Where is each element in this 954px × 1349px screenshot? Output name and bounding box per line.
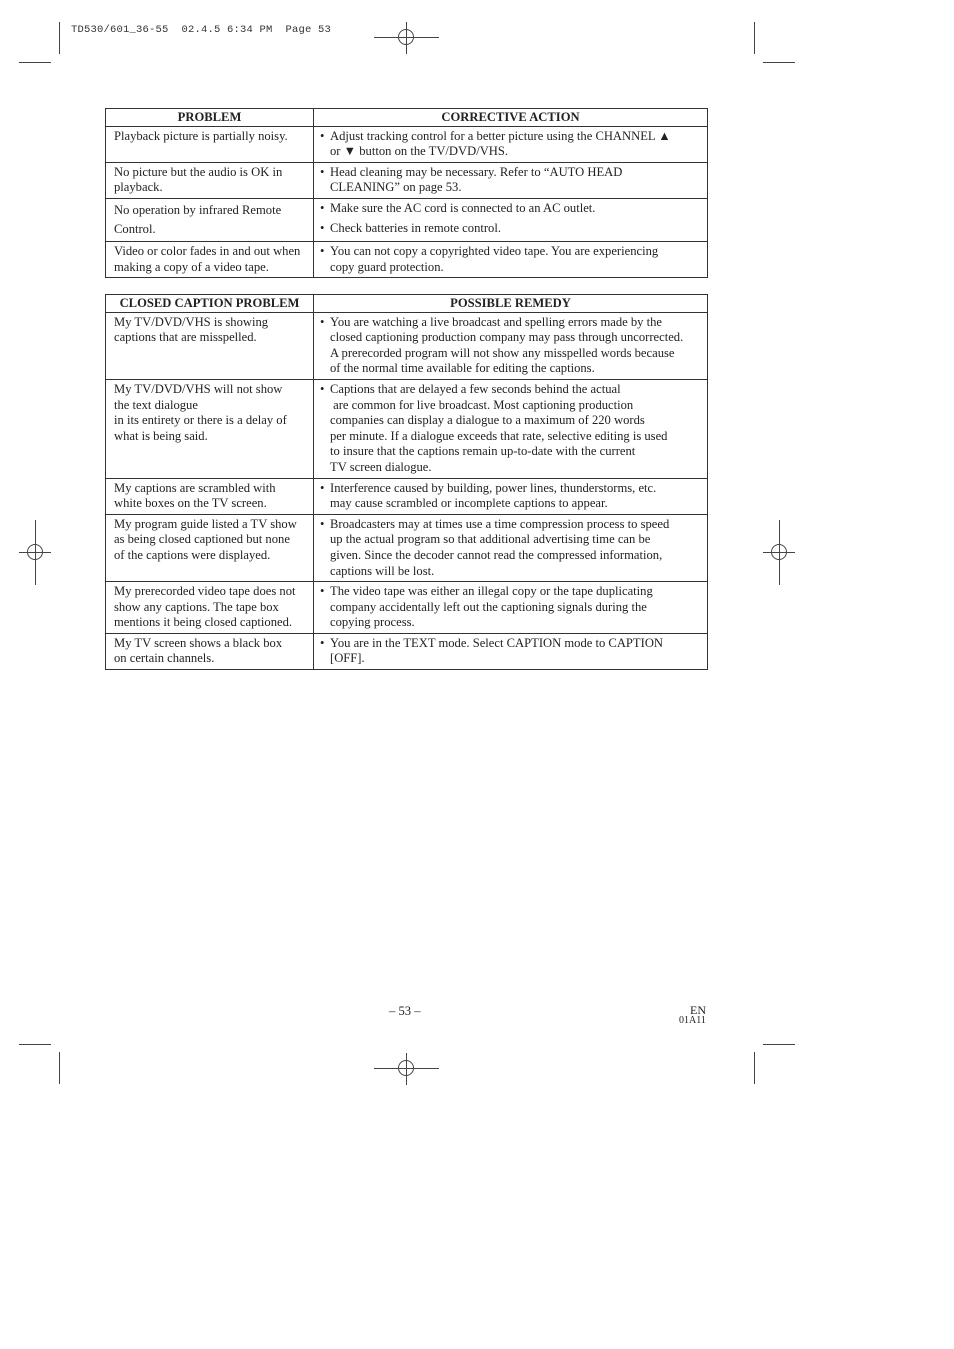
- bullet: •: [320, 220, 325, 235]
- action-line: Head cleaning may be necessary. Refer to “AUTO HEAD: [330, 164, 623, 179]
- column-header-possible-remedy: POSSIBLE REMEDY: [314, 295, 708, 313]
- remedy-line: Broadcasters may at times use a time compression process to speed: [330, 516, 670, 531]
- table-row: [106, 198, 708, 241]
- remedy-line: given. Since the decoder cannot read the compressed information,: [330, 547, 663, 562]
- action-line: Adjust tracking control for a better picture using the CHANNEL ▲: [330, 128, 671, 143]
- remedy-cell: [314, 633, 708, 669]
- remedy-cell: [314, 582, 708, 634]
- problem-line: My program guide listed a TV show: [114, 516, 297, 531]
- action-item: [320, 201, 705, 217]
- remedy-item: [320, 382, 705, 476]
- action-cell: [314, 126, 708, 162]
- remedy-line: of the normal time available for editing the captions.: [330, 361, 595, 376]
- action-line: copy guard protection.: [330, 259, 444, 274]
- table-row: [106, 633, 708, 669]
- table-row: [106, 582, 708, 634]
- crop-mark: [59, 22, 60, 54]
- problem-cell: No picture but the audio is OK in playback.: [106, 162, 314, 198]
- remedy-line: [OFF].: [330, 651, 365, 666]
- registration-mark-icon: [27, 544, 43, 560]
- problem-line: My captions are scrambled with: [114, 480, 276, 495]
- action-item: [320, 165, 705, 196]
- remedy-line: copying process.: [330, 615, 415, 630]
- action-line: You can not copy a copyrighted video tape. You are experiencing: [330, 243, 659, 258]
- crop-mark: [59, 1052, 60, 1084]
- action-item: [320, 129, 705, 160]
- problem-line: as being closed captioned but none: [114, 532, 290, 547]
- bullet: •: [320, 164, 325, 179]
- bullet: •: [320, 516, 325, 531]
- closed-caption-table: [105, 294, 708, 670]
- problem-line: white boxes on the TV screen.: [114, 496, 267, 511]
- registration-mark-icon: [398, 29, 414, 45]
- language-code: EN: [690, 1003, 706, 1017]
- problem-line: My TV/DVD/VHS is showing: [114, 314, 269, 329]
- bullet: •: [320, 243, 325, 258]
- action-cell: [314, 198, 708, 241]
- crop-mark: [763, 1044, 795, 1045]
- table-row: [106, 241, 708, 277]
- problem-line: show any captions. The tape box: [114, 599, 279, 614]
- remedy-item: [320, 636, 705, 667]
- action-cell: [314, 162, 708, 198]
- table-header-row: [106, 295, 708, 313]
- troubleshooting-table: [105, 108, 708, 278]
- action-line: or ▼ button on the TV/DVD/VHS.: [330, 144, 509, 159]
- remedy-line: captions will be lost.: [330, 563, 435, 578]
- remedy-cell: [314, 478, 708, 514]
- action-cell: [314, 241, 708, 277]
- crop-mark: [19, 1044, 51, 1045]
- problem-line: on certain channels.: [114, 651, 215, 666]
- remedy-line: up the actual program so that additional advertising time can be: [330, 532, 651, 547]
- action-item: [320, 244, 705, 275]
- page-number: – 53 –: [389, 1004, 421, 1018]
- problem-cell: No operation by infrared Remote Control.: [106, 198, 314, 241]
- crop-mark: [754, 22, 755, 54]
- bullet: •: [320, 128, 325, 143]
- problem-line: mentions it being closed captioned.: [114, 615, 293, 630]
- remedy-line: per minute. If a dialogue exceeds that rate, selective editing is used: [330, 428, 668, 443]
- table-row: [106, 478, 708, 514]
- problem-cell: [106, 514, 314, 581]
- action-line: Make sure the AC cord is connected to an AC outlet.: [330, 200, 596, 215]
- table-header-row: [106, 109, 708, 127]
- problem-line: in its entirety or there is a delay of: [114, 413, 287, 428]
- column-header-corrective-action: CORRECTIVE ACTION: [314, 109, 708, 127]
- action-line: Check batteries in remote control.: [330, 220, 502, 235]
- problem-line: My TV screen shows a black box: [114, 635, 283, 650]
- print-slug: TD530/601_36-55 02.4.5 6:34 PM Page 53: [71, 24, 332, 36]
- bullet: •: [320, 480, 325, 495]
- remedy-line: TV screen dialogue.: [330, 459, 432, 474]
- table-row: [106, 379, 708, 478]
- remedy-cell: [314, 514, 708, 581]
- problem-cell: [106, 379, 314, 478]
- problem-line: what is being said.: [114, 428, 208, 443]
- bullet: •: [320, 381, 325, 396]
- bullet: •: [320, 584, 325, 599]
- column-header-problem: PROBLEM: [106, 109, 314, 127]
- remedy-item: [320, 315, 705, 377]
- registration-mark-icon: [771, 544, 787, 560]
- bullet: •: [320, 314, 325, 329]
- problem-line: My TV/DVD/VHS will not show: [114, 381, 283, 396]
- action-item: [320, 221, 705, 237]
- problem-line: captions that are misspelled.: [114, 330, 257, 345]
- remedy-cell: [314, 312, 708, 379]
- problem-cell: Playback picture is partially noisy.: [106, 126, 314, 162]
- column-header-closed-caption-problem: CLOSED CAPTION PROBLEM: [106, 295, 314, 313]
- problem-cell: [106, 478, 314, 514]
- problem-cell: [106, 312, 314, 379]
- table-row: [106, 312, 708, 379]
- remedy-line: company accidentally left out the captioning signals during the: [330, 599, 647, 614]
- registration-mark-icon: [398, 1060, 414, 1076]
- problem-line: My prerecorded video tape does not: [114, 584, 296, 599]
- remedy-cell: [314, 379, 708, 478]
- problem-line: of the captions were displayed.: [114, 547, 271, 562]
- problem-line: the text dialogue: [114, 397, 198, 412]
- crop-mark: [763, 62, 795, 63]
- remedy-line: Captions that are delayed a few seconds behind the actual: [330, 381, 621, 396]
- remedy-line: You are watching a live broadcast and spelling errors made by the: [330, 314, 663, 329]
- table-row: [106, 126, 708, 162]
- remedy-line: may cause scrambled or incomplete captions to appear.: [330, 496, 608, 511]
- remedy-line: Interference caused by building, power lines, thunderstorms, etc.: [330, 480, 657, 495]
- crop-mark: [754, 1052, 755, 1084]
- table-row: [106, 162, 708, 198]
- remedy-line: A prerecorded program will not show any misspelled words because: [330, 345, 675, 360]
- remedy-line: You are in the TEXT mode. Select CAPTION mode to CAPTION: [330, 635, 664, 650]
- remedy-line: companies can display a dialogue to a maximum of 220 words: [330, 413, 645, 428]
- remedy-line: closed captioning production company may pass through uncorrected.: [330, 330, 684, 345]
- document-code: 01A11: [679, 1015, 706, 1026]
- remedy-line: The video tape was either an illegal copy or the tape duplicating: [330, 584, 653, 599]
- remedy-item: [320, 517, 705, 579]
- problem-cell: [106, 633, 314, 669]
- problem-cell: Video or color fades in and out when making a copy of a video tape.: [106, 241, 314, 277]
- remedy-item: [320, 584, 705, 631]
- bullet: •: [320, 200, 325, 215]
- remedy-item: [320, 481, 705, 512]
- crop-mark: [19, 62, 51, 63]
- table-row: [106, 514, 708, 581]
- problem-cell: [106, 582, 314, 634]
- remedy-line: are common for live broadcast. Most captioning production: [330, 397, 634, 412]
- action-line: CLEANING” on page 53.: [330, 180, 462, 195]
- remedy-line: to insure that the captions remain up-to-date with the current: [330, 444, 636, 459]
- bullet: •: [320, 635, 325, 650]
